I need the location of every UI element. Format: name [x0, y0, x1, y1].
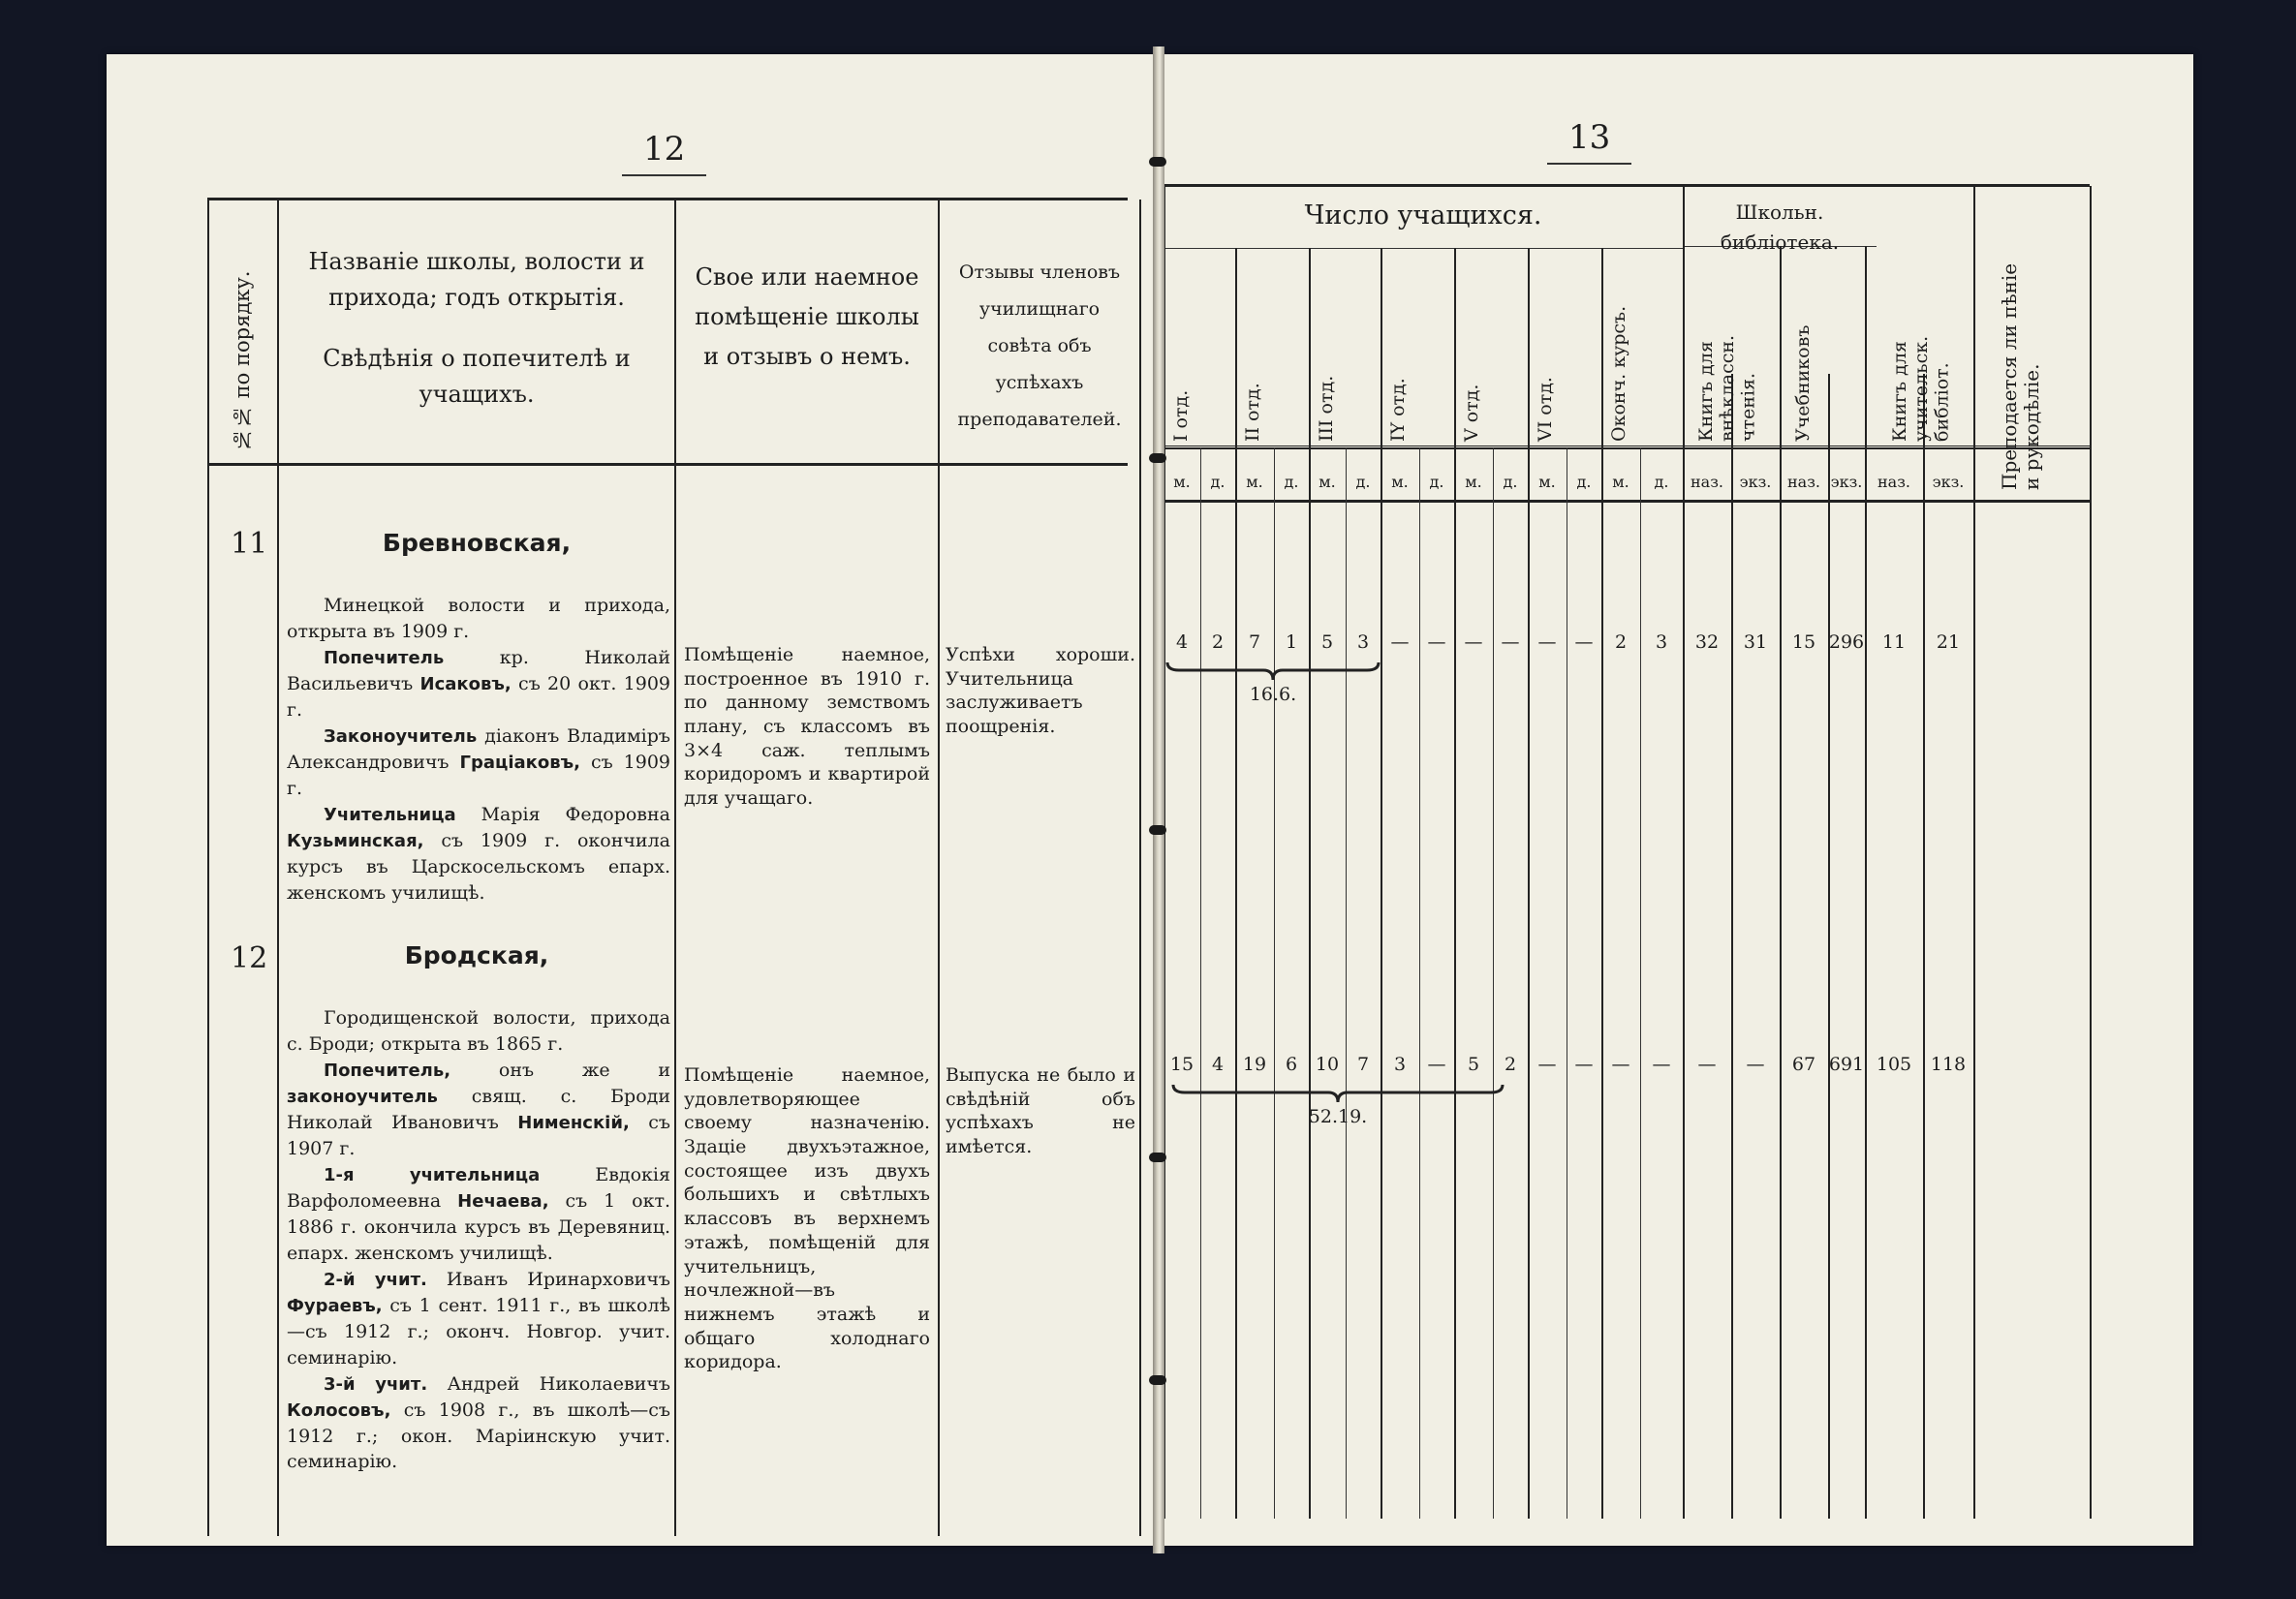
col-divider: [207, 200, 209, 1536]
grid-line: [1381, 248, 1382, 1519]
library-sub-label: наз.: [1690, 473, 1723, 491]
data-cell: 11: [1881, 631, 1907, 653]
data-cell: 2: [1211, 631, 1225, 653]
sex-label: д.: [1654, 473, 1669, 491]
data-cell: —: [1537, 631, 1557, 653]
review-text: Выпуска не было и свѣдѣній объ успѣхахъ не имѣется.: [946, 1064, 1135, 1158]
division-header: VI отд.: [1535, 377, 1556, 442]
library-header: Учебниковъ: [1792, 324, 1814, 442]
sex-label: д.: [1210, 473, 1226, 491]
grid-line: [1683, 186, 1685, 1519]
grid-line: [1274, 447, 1275, 1519]
data-cell: —: [1464, 631, 1483, 653]
brace-mark: [1165, 661, 1381, 684]
sex-label: м.: [1173, 473, 1191, 491]
data-cell: 10: [1315, 1054, 1340, 1075]
grid-line: [1235, 248, 1237, 1519]
division-header: I отд.: [1170, 389, 1192, 442]
location-text: Минецкой волости и прихода, открыта въ 1909 г.: [287, 595, 670, 642]
grid-line: [1309, 248, 1311, 1519]
sex-label: м.: [1319, 473, 1336, 491]
school-details: [287, 593, 670, 907]
total-label: 52.19.: [1308, 1106, 1368, 1127]
data-cell: —: [1427, 1054, 1446, 1075]
grid-line: [1640, 447, 1641, 1519]
data-cell: —: [1611, 1054, 1630, 1075]
book-spine: [1153, 46, 1164, 1553]
sex-label: д.: [1284, 473, 1299, 491]
trustee-text: онъ же и: [498, 1059, 670, 1081]
library-sub-label: наз.: [1877, 473, 1910, 491]
sex-label: м.: [1538, 473, 1556, 491]
teacher-line: [287, 1371, 670, 1476]
left-page: [107, 54, 1158, 1546]
priest-label: Законоучитель: [324, 725, 478, 747]
data-cell: 15: [1791, 631, 1816, 653]
school-title: Бродская,: [404, 941, 549, 969]
trustee-name: Нименскій,: [517, 1112, 630, 1133]
right-page: [1160, 54, 2193, 1546]
trustee-label: Попечитель: [324, 647, 445, 668]
sex-label: м.: [1246, 473, 1263, 491]
teacher-name: Фураевъ,: [287, 1295, 383, 1316]
grid-line: [1973, 186, 1975, 1519]
data-cell: —: [1746, 1054, 1765, 1075]
teacher-text: Евдокія Варфоломеевна: [287, 1163, 670, 1212]
header-bottom-rule: [1160, 500, 2090, 503]
teacher-label: 1-я учительница: [324, 1164, 541, 1185]
priest-text: діаконъ Владиміръ Александровичъ: [287, 724, 670, 773]
table-top-rule: [207, 198, 1128, 200]
school-title: Бревновская,: [382, 529, 572, 557]
header-premises: Свое или наемное помѣщеніе школы и отзывъ о немъ.: [695, 263, 919, 370]
division-header: II отд.: [1242, 383, 1263, 442]
data-cell: 4: [1175, 631, 1189, 653]
sex-label: м.: [1612, 473, 1629, 491]
grid-line: [1528, 248, 1530, 1519]
school-details: [287, 1005, 670, 1475]
data-cell: —: [1574, 1054, 1594, 1075]
review-text: Успѣхи хороши. Учительница заслуживаетъ поощренія.: [946, 644, 1135, 738]
sex-label: м.: [1391, 473, 1409, 491]
col-divider: [674, 200, 676, 1536]
teacher-date: съ 1908 г., въ школѣ—съ 1912 г.; окон. Маріинскую учит. семинарію.: [287, 1399, 671, 1473]
data-cell: 19: [1242, 1054, 1267, 1075]
library-sub-label: наз.: [1786, 473, 1820, 491]
sex-label: д.: [1429, 473, 1444, 491]
data-cell: —: [1501, 631, 1520, 653]
school-number: 12: [231, 941, 268, 975]
col-divider: [277, 200, 279, 1536]
header-bottom-rule: [207, 463, 1128, 466]
data-cell: —: [1537, 1054, 1557, 1075]
sex-label: д.: [1503, 473, 1518, 491]
header-reviews: Отзывы членовъ училищнаго совѣта объ успѣхахъ преподавателей.: [957, 261, 1122, 430]
data-cell: 2: [1504, 1054, 1517, 1075]
data-cell: —: [1574, 631, 1594, 653]
division-header: V отд.: [1461, 384, 1482, 442]
col-divider: [938, 200, 940, 1536]
grid-line: [1200, 447, 1201, 1519]
data-cell: 118: [1930, 1054, 1967, 1075]
data-cell: 67: [1791, 1054, 1816, 1075]
teacher-line: [287, 802, 670, 907]
subheader-rule: [1160, 447, 2090, 449]
school-location: [287, 1005, 670, 1058]
library-sub-label: экз.: [1739, 473, 1772, 491]
trustee-date: съ 1907 г.: [287, 1111, 670, 1159]
division-header: IY отд.: [1387, 378, 1409, 442]
data-cell: 1: [1285, 631, 1298, 653]
data-cell: 3: [1356, 631, 1370, 653]
header-singing: Преподается ли пѣніе и рукодѣліе.: [1998, 262, 2043, 490]
data-cell: —: [1652, 1054, 1671, 1075]
data-cell: 4: [1211, 1054, 1225, 1075]
data-cell: 7: [1248, 631, 1261, 653]
priest-date: съ 1909 г.: [287, 751, 671, 799]
division-header: Оконч. курсъ.: [1608, 305, 1629, 442]
library-sub-label: экз.: [1830, 473, 1863, 491]
data-cell: 6: [1285, 1054, 1298, 1075]
teacher-date: съ 1 сент. 1911 г., въ школѣ—съ 1912 г.; оконч. Новгор. учит. семинарію.: [287, 1294, 670, 1368]
teacher-name: Нечаева,: [457, 1190, 549, 1212]
total-label: 16.6.: [1249, 684, 1297, 705]
teacher-text: Иванъ Иринарховичъ: [446, 1268, 670, 1290]
division-header: III отд.: [1316, 375, 1337, 442]
priest-name: Грацiаковъ,: [459, 752, 580, 773]
grid-line: [1865, 246, 1867, 1519]
priest-line: [287, 723, 670, 802]
header-trustee: Свѣдѣнія о попечителѣ и учащихъ.: [323, 345, 631, 409]
location-text: Городищенской волости, прихода с. Броди; открыта въ 1865 г.: [287, 1007, 670, 1055]
data-cell: 2: [1614, 631, 1628, 653]
data-cell: 32: [1694, 631, 1720, 653]
col-divider: [1139, 200, 1141, 1536]
priest-label: законоучитель: [287, 1086, 438, 1107]
sex-label: д.: [1576, 473, 1592, 491]
data-cell: 691: [1828, 1054, 1865, 1075]
teacher-label: 2-й учит.: [324, 1269, 427, 1290]
data-cell: 3: [1393, 1054, 1407, 1075]
grid-line: [1731, 374, 1733, 1519]
library-sub-label: экз.: [1932, 473, 1965, 491]
teacher-label: 3-й учит.: [324, 1373, 428, 1395]
teacher-name: Колосовъ,: [287, 1399, 391, 1421]
teacher-line: [287, 1162, 670, 1267]
pupils-group-rule: [1164, 248, 1683, 249]
header-name: Названіе школы, волости и прихода; годъ открытія.: [308, 248, 645, 312]
grid-line: [2090, 186, 2092, 1519]
data-cell: —: [1427, 631, 1446, 653]
teacher-text: Андрей Николаевичъ: [447, 1372, 670, 1395]
priest-text: свящ. с. Броди Николай Ивановичъ: [287, 1085, 671, 1133]
header-pupils: Число учащихся.: [1304, 200, 1542, 231]
trustee-line: [287, 645, 670, 723]
teacher-label: Учительница: [324, 804, 456, 825]
data-cell: —: [1390, 631, 1410, 653]
trustee-text: кр. Николай Васильевичъ: [287, 646, 670, 694]
binding-stitch: [1149, 157, 1166, 167]
teacher-name: Кузьминская,: [287, 830, 424, 851]
grid-line: [1828, 374, 1830, 1519]
teacher-text: Марія Федоровна: [481, 803, 670, 825]
data-cell: 5: [1320, 631, 1334, 653]
data-cell: 5: [1467, 1054, 1480, 1075]
teacher-date: съ 1909 г. окончила курсъ въ Царскосельскомъ епарх. женскомъ училищѣ.: [287, 829, 670, 904]
grid-line: [1923, 374, 1925, 1519]
sex-label: м.: [1465, 473, 1482, 491]
data-cell: 296: [1828, 631, 1865, 653]
page-number-right: 13: [1547, 118, 1631, 165]
data-cell: 31: [1743, 631, 1768, 653]
data-cell: 15: [1169, 1054, 1195, 1075]
grid-line: [1346, 447, 1347, 1519]
table-top-rule: [1160, 184, 2090, 187]
data-cell: 21: [1936, 631, 1961, 653]
teacher-line: [287, 1267, 670, 1371]
trustee-line: [287, 1058, 670, 1162]
page-number-left: 12: [622, 130, 706, 176]
grid-line: [1780, 246, 1782, 1519]
data-cell: 3: [1655, 631, 1668, 653]
trustee-label: Попечитель,: [324, 1060, 451, 1081]
grid-line: [1601, 248, 1603, 1519]
header-library: Школьн. библіотека.: [1720, 200, 1840, 254]
teacher-date: съ 1 окт. 1886 г. окончила курсъ въ Деревяниц. епарх. женскомъ училищѣ.: [287, 1189, 671, 1264]
trustee-date: съ 20 окт. 1909 г.: [287, 672, 670, 721]
data-cell: —: [1697, 1054, 1717, 1075]
premises-text: Помѣщеніе наемное, удовлетворяющее своему назначенію. Здаціе двухъэтажное, состоящее изъ двухъ большихъ и свѣтлыхъ классовъ въ верхнемъ этажѣ, помѣщеній для учительницъ, ночлежной—въ нижнемъ этажѣ и общаго холоднаго коридора.: [684, 1064, 930, 1373]
library-header: Книгъ для учительск. библiот.: [1889, 335, 1953, 442]
binding-stitch: [1149, 1375, 1166, 1385]
binding-stitch: [1149, 453, 1166, 463]
school-number: 11: [231, 527, 268, 561]
grid-line: [1454, 248, 1456, 1519]
data-cell: 105: [1876, 1054, 1912, 1075]
sex-label: д.: [1355, 473, 1371, 491]
brace-mark: [1171, 1083, 1505, 1106]
data-cell: 7: [1356, 1054, 1370, 1075]
grid-line: [1493, 447, 1494, 1519]
school-location: [287, 593, 670, 645]
premises-text: Помѣщеніе наемное, построенное въ 1910 г. по данному земствомъ плану, съ классомъ въ 3×4 саж. теплымъ коридоромъ и квартирой для учащаго.: [684, 644, 930, 810]
trustee-name: Исаковъ,: [419, 673, 512, 694]
grid-line: [1419, 447, 1420, 1519]
header-number: №№ по порядку.: [231, 270, 254, 451]
binding-stitch: [1149, 1153, 1166, 1162]
binding-stitch: [1149, 825, 1166, 835]
library-header: Книгъ для внѣкласcн. чтенія.: [1695, 334, 1759, 442]
